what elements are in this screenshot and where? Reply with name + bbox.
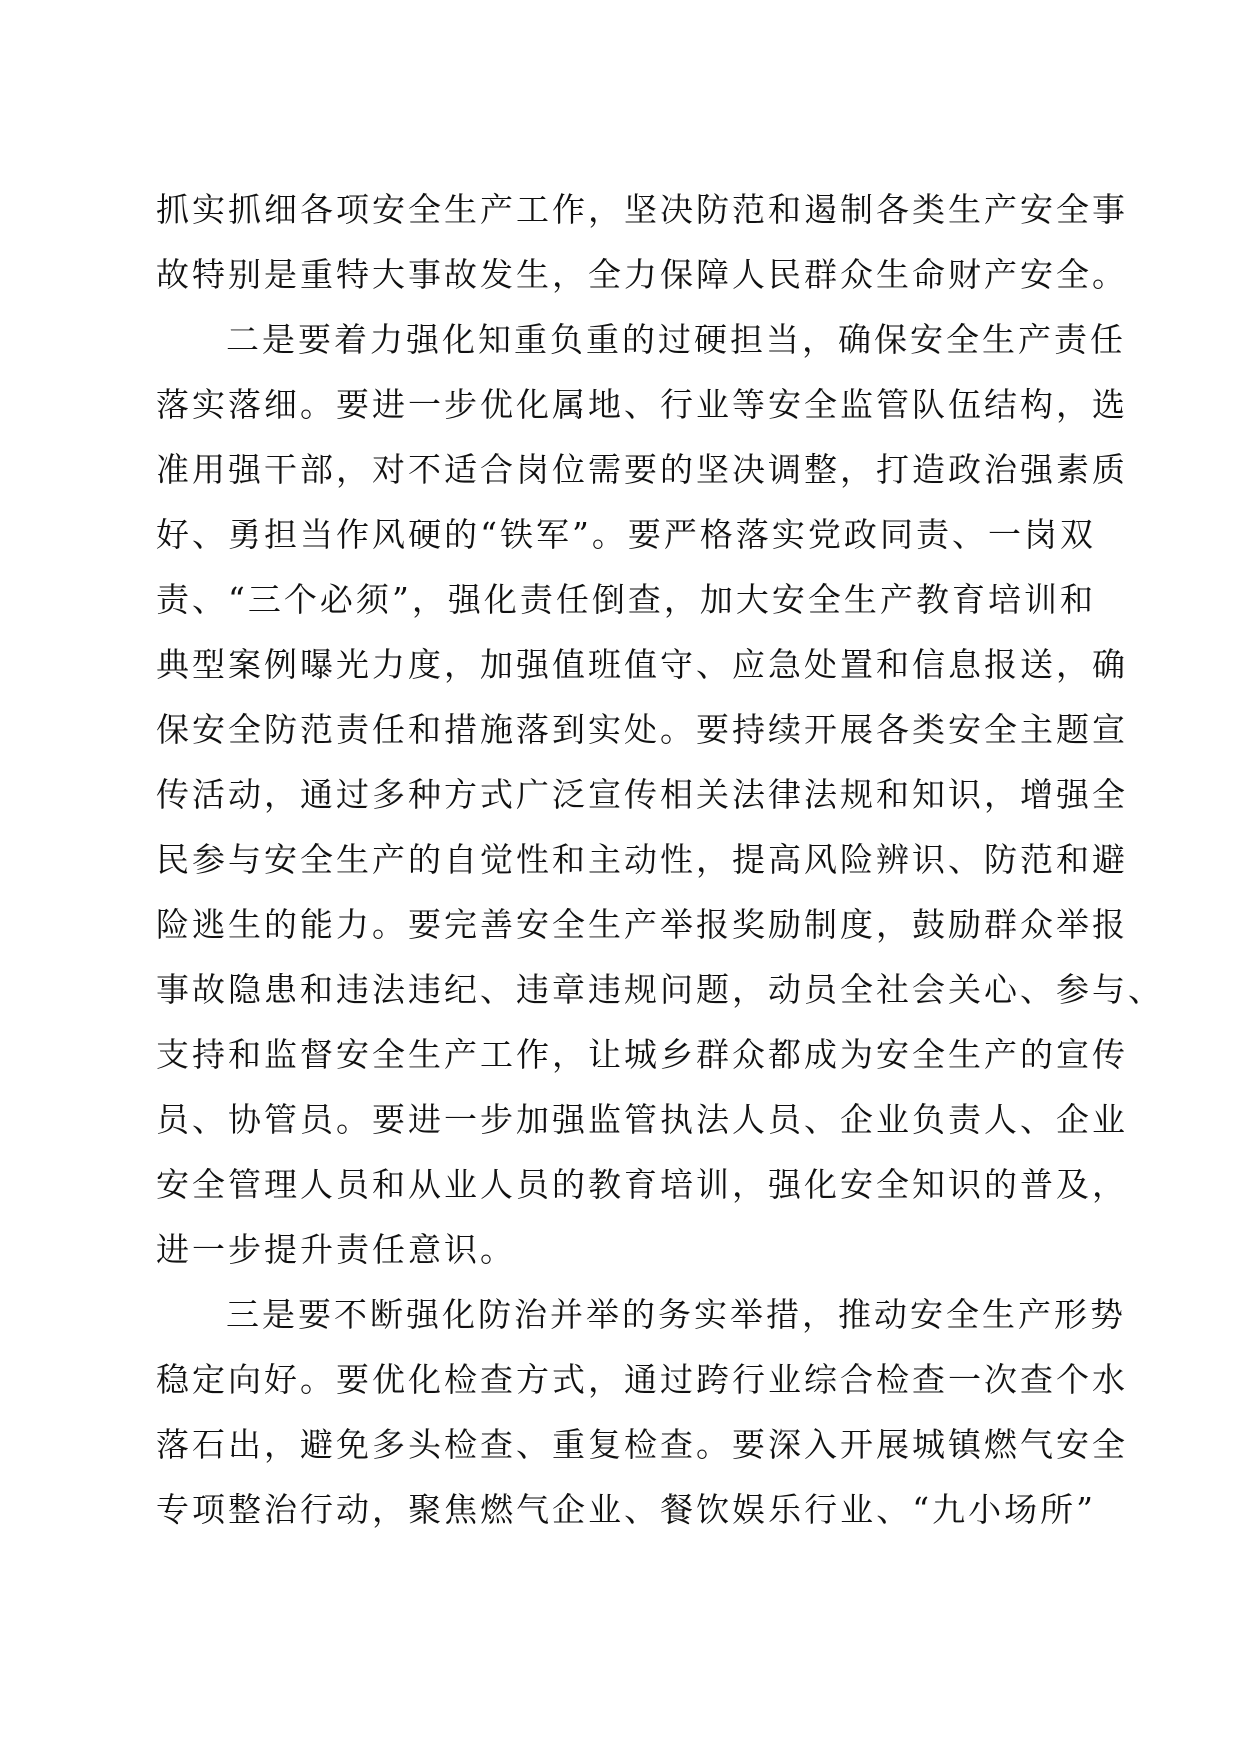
text-line-6: 好、勇担当作风硬的“铁军”。要严格落实党政同责、一岗双 (156, 515, 1096, 554)
text-line-5: 准用强干部，对不适合岗位需要的坚决调整，打造政治强素质 (156, 450, 1128, 489)
text-line-20: 落石出，避免多头检查、重复检查。要深入开展城镇燃气安全 (156, 1425, 1128, 1464)
text-line-12: 险逃生的能力。要完善安全生产举报奖励制度，鼓励群众举报 (156, 905, 1128, 944)
text-line-8: 典型案例曝光力度，加强值班值守、应急处置和信息报送，确 (156, 645, 1128, 684)
body-text (156, 177, 1164, 1542)
text-line-13: 事故隐患和违法违纪、违章违规问题，动员全社会关心、参与、 (156, 970, 1164, 1009)
text-line-15: 员、协管员。要进一步加强监管执法人员、企业负责人、企业 (156, 1100, 1128, 1139)
text-line-9: 保安全防范责任和措施落到实处。要持续开展各类安全主题宣 (156, 710, 1128, 749)
text-line-2: 故特别是重特大事故发生，全力保障人民群众生命财产安全。 (156, 255, 1128, 294)
text-line-1: 抓实抓细各项安全生产工作，坚决防范和遏制各类生产安全事 (156, 190, 1128, 229)
text-line-4: 落实落细。要进一步优化属地、行业等安全监管队伍结构，选 (156, 385, 1128, 424)
text-line-3: 二是要着力强化知重负重的过硬担当，确保安全生产责任 (226, 320, 1126, 359)
text-line-11: 民参与安全生产的自觉性和主动性，提高风险辨识、防范和避 (156, 840, 1128, 879)
text-line-14: 支持和监督安全生产工作，让城乡群众都成为安全生产的宣传 (156, 1035, 1128, 1074)
text-line-21: 专项整治行动，聚焦燃气企业、餐饮娱乐行业、“九小场所” (156, 1490, 1096, 1529)
text-line-19: 稳定向好。要优化检查方式，通过跨行业综合检查一次查个水 (156, 1360, 1128, 1399)
text-line-17: 进一步提升责任意识。 (156, 1230, 516, 1269)
text-line-10: 传活动，通过多种方式广泛宣传相关法律法规和知识，增强全 (156, 775, 1128, 814)
text-line-16: 安全管理人员和从业人员的教育培训，强化安全知识的普及， (156, 1165, 1128, 1204)
text-line-7: 责、“三个必须”，强化责任倒查，加大安全生产教育培训和 (156, 580, 1096, 619)
text-line-18: 三是要不断强化防治并举的务实举措，推动安全生产形势 (226, 1295, 1126, 1334)
